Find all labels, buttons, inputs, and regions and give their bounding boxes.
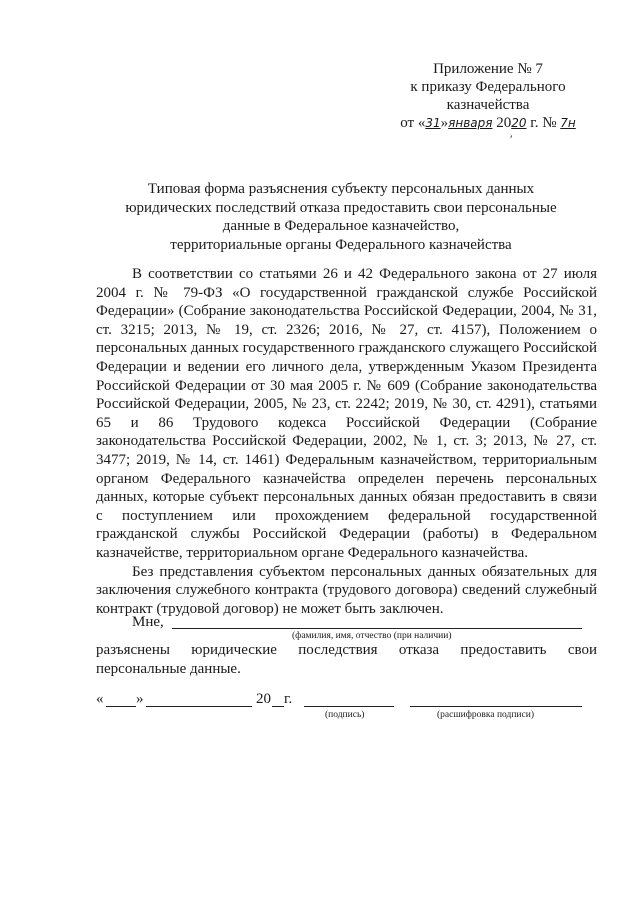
document-title	[96, 180, 586, 254]
me-label: Мне,	[132, 614, 164, 630]
fio-caption: (фамилия, имя, отчество (при наличии)	[292, 631, 452, 641]
title-line-3: данные в Федеральное казначейство,	[222, 218, 460, 234]
title-line-1: Типовая форма разъяснения субъекту персональных данных	[147, 181, 535, 197]
date-year-prefix: 20	[492, 115, 512, 131]
appendix-date-line	[388, 114, 588, 132]
date-day-handwritten: 31	[425, 116, 441, 130]
day-line[interactable]	[106, 706, 136, 707]
title-line-2: юридических последствий отказа предоставить свои персональные	[125, 199, 557, 216]
appendix-line-3: казначейства	[446, 97, 530, 113]
signature-caption: (подпись)	[325, 710, 365, 720]
body-paragraph-1: В соответствии со статьями 26 и 42 Федерального закона от 27 июля 2004 г. № 79-ФЗ «О государственной гражданской службе Российской Федерации» (Собрание законодательства Российской Федерации, 2004, № 31, ст. 3215; 2013, № 19, ст. 2326; 2016, № 27, ст. 4157), Положением о персональных данных государственного гражданского служащего Российской Федерации и ведении его личного дела, утвержденным Указом Президента Российской Федерации от 30 мая 2005 г. № 609 (Собрание законодательства Российской Федерации, 2005, № 23, ст. 2242; 2019, № 30, ст. 4291), статьями 65 и 86 Трудового кодекса Российской Федерации (Собрание законодательства Российской Федерации, 2002, № 1, ст. 3; 2013, № 27, ст. 3477; 2019, № 14, ст. 1461) Федеральным казначейством, территориальным органом Федерального казначейства определен перечень персональных данных, которые субъект персональных данных обязан предоставить в связи с поступлением или прохождением федеральной государственной гражданской службы Российской Федерации (работы) в Федеральном казначействе, территориальном органе Федерального казначейства.	[96, 266, 597, 561]
order-number-handwritten: 7н	[560, 116, 576, 130]
signature-line[interactable]	[304, 706, 394, 707]
date-close-quote: »	[136, 691, 144, 707]
fio-line[interactable]	[172, 628, 582, 629]
title-line-4: территориальные органы Федерального казначейства	[170, 236, 512, 253]
decode-line[interactable]	[410, 706, 582, 707]
year-suffix: г.	[284, 691, 293, 707]
year-line[interactable]	[272, 706, 284, 707]
date-prefix: от «	[400, 115, 426, 131]
date-open-quote: «	[96, 691, 104, 707]
document-body	[96, 265, 597, 618]
date-month-handwritten: января	[448, 116, 493, 130]
decode-caption: (расшифровка подписи)	[437, 710, 534, 720]
date-year-handwritten: 20	[511, 116, 527, 130]
appendix-header	[388, 60, 588, 132]
consequences-text: разъяснены юридические последствия отказа предоставить свои персональные данные.	[96, 642, 597, 677]
handwritten-mark: ′	[510, 132, 513, 146]
year-prefix: 20	[256, 691, 271, 707]
appendix-line-1: Приложение № 7	[433, 61, 543, 77]
month-line[interactable]	[146, 706, 252, 707]
appendix-line-2: к приказу Федерального	[410, 79, 566, 95]
body-paragraph-2: Без представления субъектом персональных данных обязательных для заключения служебного контракта (трудового договора) сведений служебный контракт (трудовой договор) не может быть заключен.	[96, 563, 597, 617]
date-year-g: г. №	[526, 115, 561, 131]
date-quote-close: »	[440, 115, 449, 131]
